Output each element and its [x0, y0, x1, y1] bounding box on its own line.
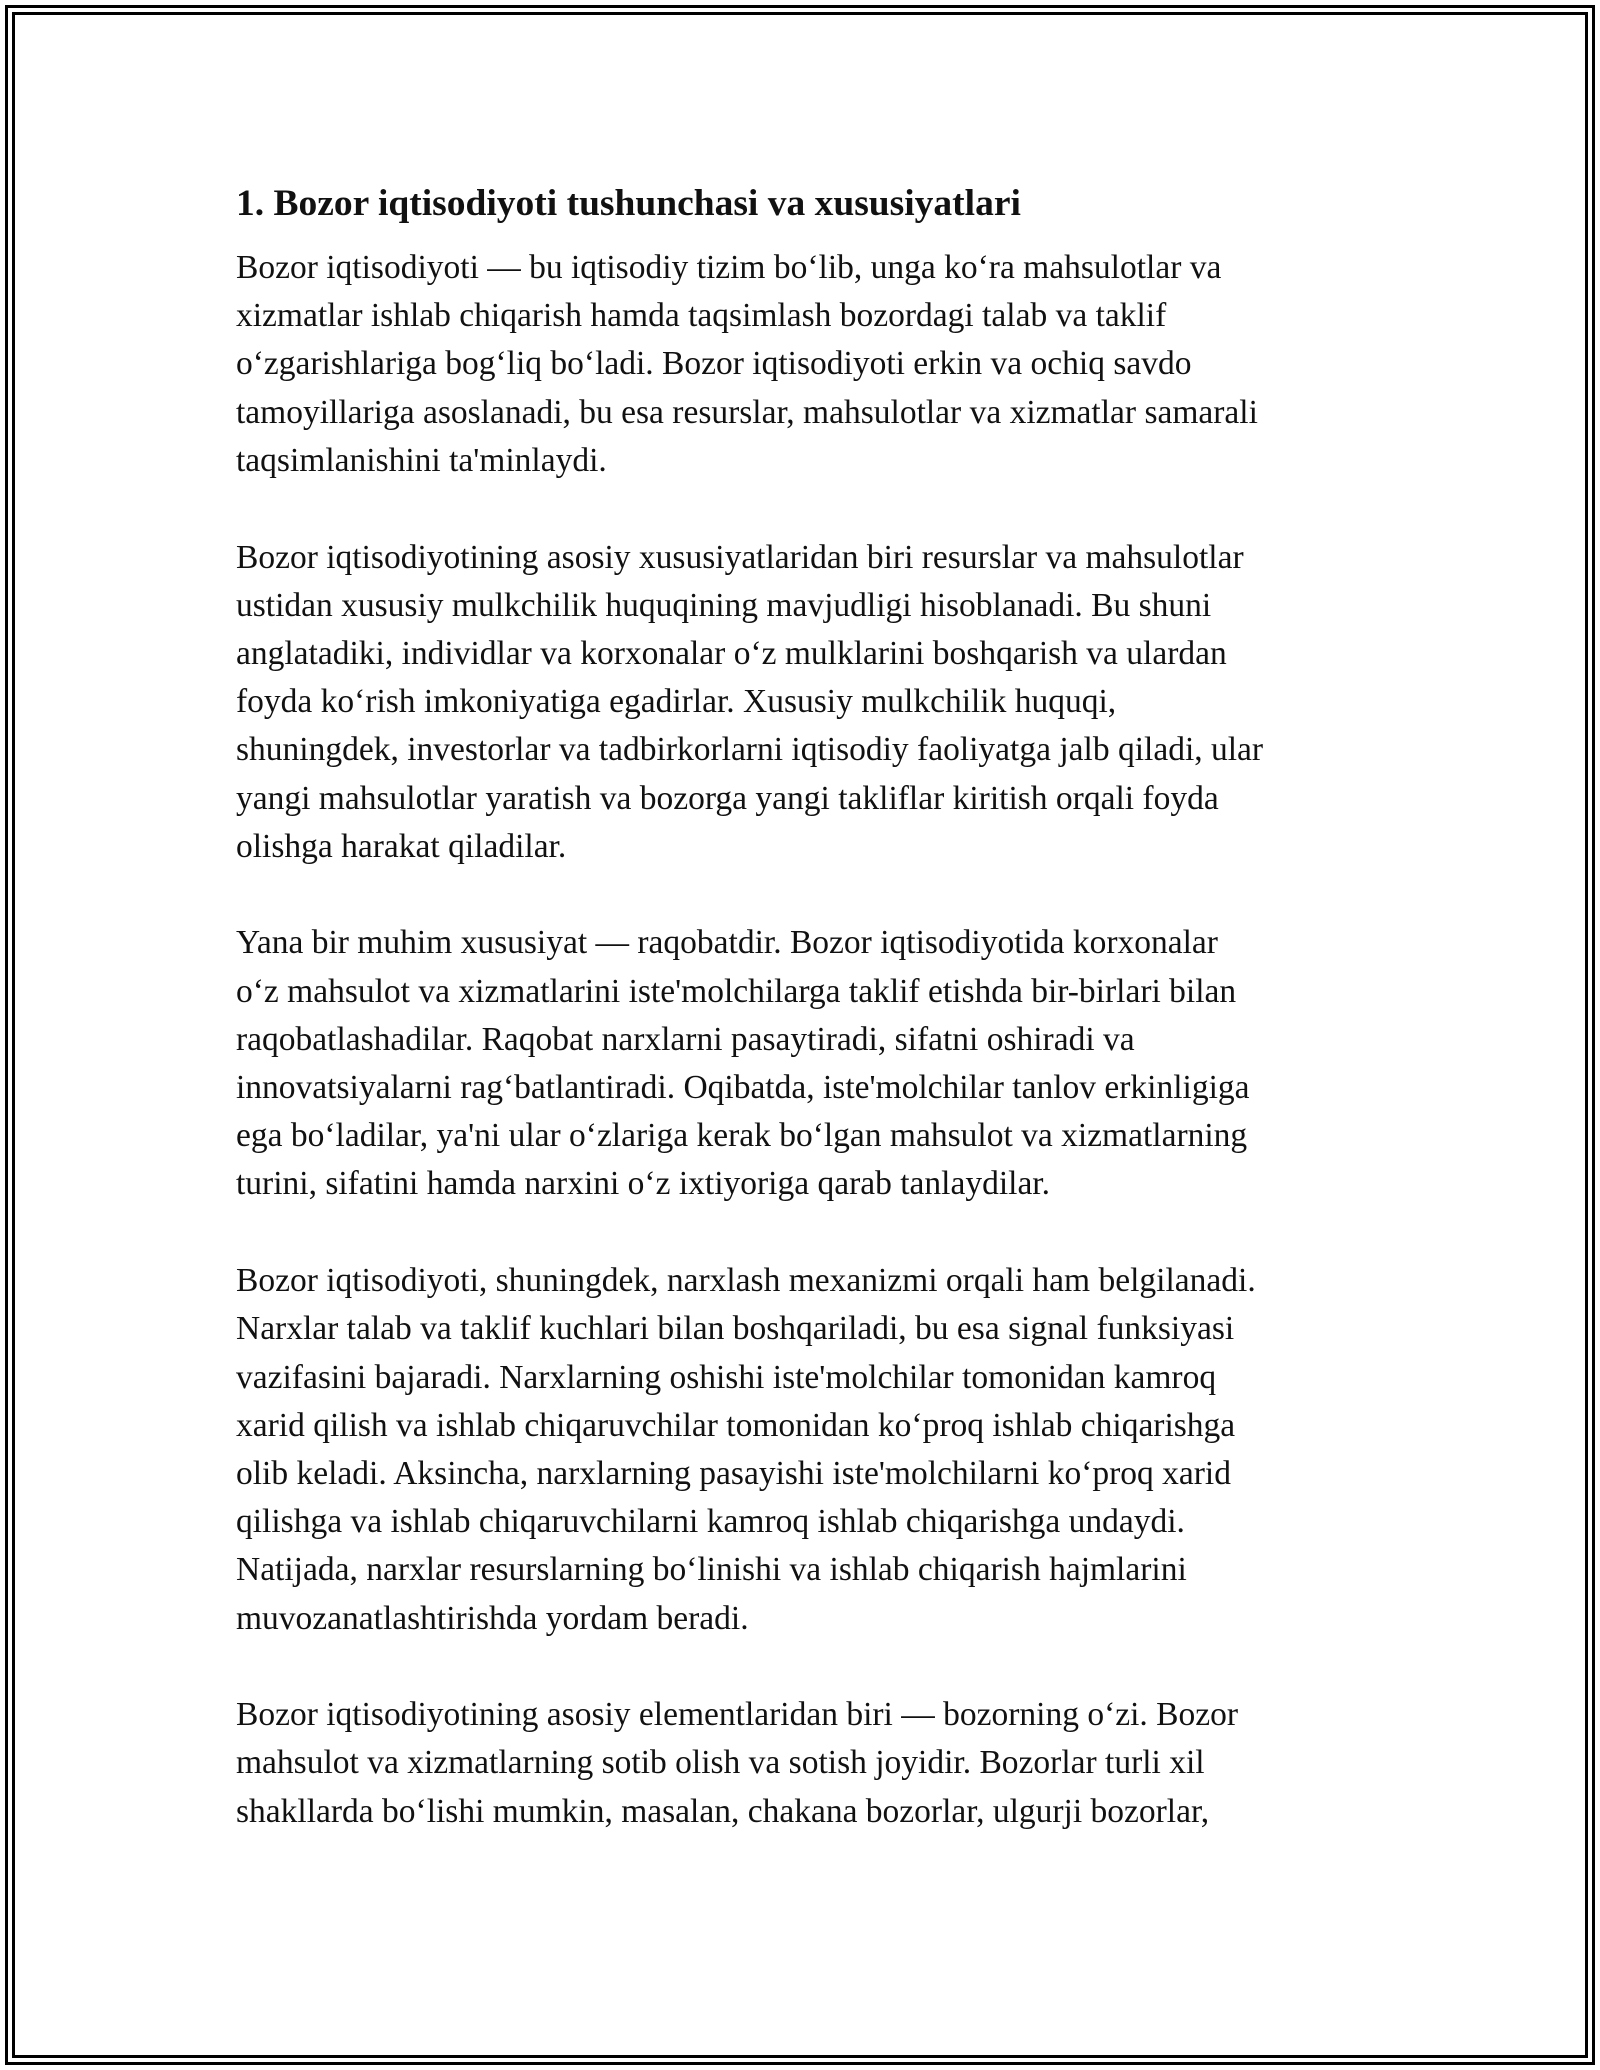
paragraph-line: shakllarda boʻlishi mumkin, masalan, chakana bozorlar, ulgurji bozorlar,	[236, 1792, 1210, 1830]
paragraph-line: shuningdek, investorlar va tadbirkorlarni iqtisodiy faoliyatga jalb qiladi, ular	[236, 731, 1264, 769]
paragraph	[236, 1257, 1366, 1643]
paragraph-line: taqsimlanishini ta'minlaydi.	[236, 441, 607, 479]
paragraph-line: yangi mahsulotlar yaratish va bozorga yangi takliflar kiritish orqali foyda	[236, 779, 1219, 817]
paragraph-line: oʻz mahsulot va xizmatlarini iste'molchilarga taklif etishda bir-birlari bilan	[236, 972, 1237, 1010]
paragraph-line: xarid qilish va ishlab chiqaruvchilar tomonidan koʻproq ishlab chiqarishga	[236, 1406, 1236, 1444]
paragraph	[236, 919, 1366, 1208]
section-heading: 1. Bozor iqtisodiyoti tushunchasi va xususiyatlari	[236, 183, 1021, 224]
paragraph-line: innovatsiyalarni ragʻbatlantiradi. Oqibatda, iste'molchilar tanlov erkinligiga	[236, 1069, 1250, 1107]
document-body	[236, 180, 1366, 1884]
paragraph-line: raqobatlashadilar. Raqobat narxlarni pasaytiradi, sifatni oshiradi va	[236, 1020, 1135, 1058]
paragraph-line: ega boʻladilar, ya'ni ular oʻzlariga kerak boʻlgan mahsulot va xizmatlarning	[236, 1117, 1248, 1155]
paragraph-line: Narxlar talab va taklif kuchlari bilan boshqariladi, bu esa signal funksiyasi	[236, 1310, 1235, 1348]
paragraph	[236, 1691, 1366, 1836]
paragraph-line: Yana bir muhim xususiyat — raqobatdir. Bozor iqtisodiyotida korxonalar	[236, 924, 1218, 962]
paragraph-line: vazifasini bajaradi. Narxlarning oshishi iste'molchilar tomonidan kamroq	[236, 1358, 1217, 1396]
paragraph-line: Bozor iqtisodiyotining asosiy xususiyatlaridan biri resurslar va mahsulotlar	[236, 538, 1244, 576]
paragraph-line: ustidan xususiy mulkchilik huquqining mavjudligi hisoblanadi. Bu shuni	[236, 586, 1212, 624]
paragraph-line: foyda koʻrish imkoniyatiga egadirlar. Xususiy mulkchilik huquqi,	[236, 683, 1117, 721]
paragraph-line: muvozanatlashtirishda yordam beradi.	[236, 1599, 749, 1637]
paragraph-line: oʻzgarishlariga bogʻliq boʻladi. Bozor iqtisodiyoti erkin va ochiq savdo	[236, 345, 1192, 383]
paragraph-line: tamoyillariga asoslanadi, bu esa resurslar, mahsulotlar va xizmatlar samarali	[236, 393, 1258, 431]
paragraph-line: anglatadiki, individlar va korxonalar oʻz mulklarini boshqarish va ulardan	[236, 634, 1227, 672]
paragraph-line: olib keladi. Aksincha, narxlarning pasayishi iste'molchilarni koʻproq xarid	[236, 1454, 1231, 1492]
paragraph-line: Bozor iqtisodiyoti — bu iqtisodiy tizim boʻlib, unga koʻra mahsulotlar va	[236, 249, 1222, 286]
paragraph-line: Natijada, narxlar resurslarning boʻlinishi va ishlab chiqarish hajmlarini	[236, 1551, 1187, 1589]
paragraph-line: Bozor iqtisodiyotining asosiy elementlaridan biri — bozorning oʻzi. Bozor	[236, 1696, 1239, 1734]
paragraph-line: xizmatlar ishlab chiqarish hamda taqsimlash bozordagi talab va taklif	[236, 297, 1167, 335]
paragraph-line: qilishga va ishlab chiqaruvchilarni kamroq ishlab chiqarishga undaydi.	[236, 1503, 1185, 1541]
paragraph	[236, 534, 1366, 871]
paragraph-line: Bozor iqtisodiyoti, shuningdek, narxlash mexanizmi orqali ham belgilanadi.	[236, 1262, 1256, 1300]
paragraph-line: olishga harakat qiladilar.	[236, 827, 567, 865]
paragraph-line: mahsulot va xizmatlarning sotib olish va sotish joyidir. Bozorlar turli xil	[236, 1744, 1205, 1782]
paragraph-line: turini, sifatini hamda narxini oʻz ixtiyoriga qarab tanlaydilar.	[236, 1165, 1050, 1203]
paragraph-list	[236, 244, 1366, 1836]
paragraph	[236, 244, 1366, 485]
